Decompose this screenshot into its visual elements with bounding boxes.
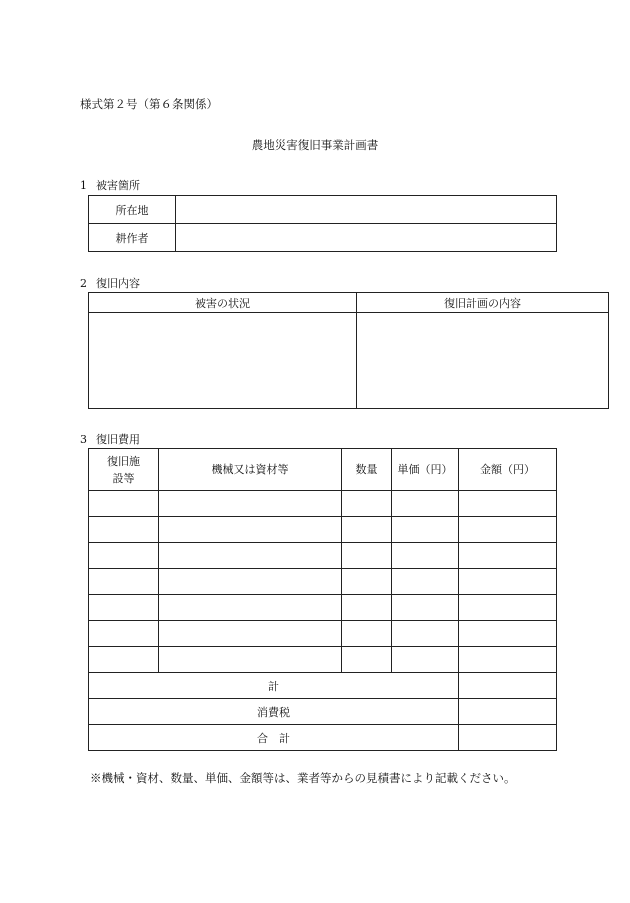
- table-header-row: [89, 449, 557, 491]
- quantity-cell[interactable]: [342, 595, 392, 621]
- amount-cell[interactable]: [459, 517, 557, 543]
- unit-price-cell[interactable]: [392, 595, 459, 621]
- section3-heading: [80, 431, 140, 447]
- total-row: [89, 725, 557, 751]
- section2-heading: [80, 275, 140, 291]
- quantity-cell[interactable]: [342, 569, 392, 595]
- facility-cell[interactable]: [89, 647, 159, 673]
- restoration-plan-field[interactable]: [357, 313, 609, 409]
- footnote: ※機械・資材、数量、単価、金額等は、業者等からの見積書により記載ください。: [90, 771, 516, 785]
- table-row: [89, 224, 557, 252]
- cultivator-field[interactable]: [176, 224, 557, 252]
- machine-material-cell[interactable]: [159, 517, 342, 543]
- restoration-content-table: [88, 292, 609, 409]
- unit-price-cell[interactable]: [392, 647, 459, 673]
- amount-cell[interactable]: [459, 491, 557, 517]
- unit-price-cell[interactable]: [392, 621, 459, 647]
- machine-material-cell[interactable]: [159, 569, 342, 595]
- tax-amount-field[interactable]: [459, 699, 557, 725]
- total-amount-field[interactable]: [459, 725, 557, 751]
- unit-price-cell[interactable]: [392, 491, 459, 517]
- table-row: [89, 647, 557, 673]
- facility-cell[interactable]: [89, 569, 159, 595]
- location-field[interactable]: [176, 196, 557, 224]
- subtotal-row: [89, 673, 557, 699]
- tax-label: 消費税: [89, 699, 459, 725]
- table-row: [89, 569, 557, 595]
- tax-row: [89, 699, 557, 725]
- section2-title: 復旧内容: [96, 277, 140, 290]
- machine-material-cell[interactable]: [159, 621, 342, 647]
- section1-number: 1: [80, 179, 87, 192]
- quantity-cell[interactable]: [342, 647, 392, 673]
- quantity-cell[interactable]: [342, 517, 392, 543]
- location-label: 所在地: [89, 196, 176, 224]
- table-row: [89, 517, 557, 543]
- quantity-header: 数量: [342, 449, 392, 491]
- machine-material-cell[interactable]: [159, 595, 342, 621]
- cost-table-body: [89, 491, 557, 673]
- total-label: 合 計: [89, 725, 459, 751]
- damage-status-field[interactable]: [89, 313, 357, 409]
- cultivator-label: 耕作者: [89, 224, 176, 252]
- damage-location-table: [88, 195, 557, 252]
- facility-header: [89, 449, 159, 491]
- unit-price-cell[interactable]: [392, 543, 459, 569]
- machine-material-cell[interactable]: [159, 543, 342, 569]
- subtotal-label: 計: [89, 673, 459, 699]
- restoration-plan-header: 復旧計画の内容: [357, 293, 609, 313]
- table-header-row: [89, 293, 609, 313]
- amount-cell[interactable]: [459, 621, 557, 647]
- facility-cell[interactable]: [89, 543, 159, 569]
- machine-material-header: 機械又は資材等: [159, 449, 342, 491]
- facility-cell[interactable]: [89, 491, 159, 517]
- table-row: [89, 543, 557, 569]
- restoration-cost-table: [88, 448, 557, 751]
- machine-material-cell[interactable]: [159, 491, 342, 517]
- section3-title: 復旧費用: [96, 433, 140, 446]
- facility-cell[interactable]: [89, 621, 159, 647]
- table-row: [89, 621, 557, 647]
- section1-heading: [80, 177, 140, 193]
- machine-material-cell[interactable]: [159, 647, 342, 673]
- unit-price-cell[interactable]: [392, 517, 459, 543]
- unit-price-cell[interactable]: [392, 569, 459, 595]
- table-row: [89, 313, 609, 409]
- section2-number: 2: [80, 277, 87, 290]
- amount-header: 金額（円）: [459, 449, 557, 491]
- facility-cell[interactable]: [89, 595, 159, 621]
- table-row: [89, 196, 557, 224]
- section1-title: 被害箇所: [96, 179, 140, 192]
- quantity-cell[interactable]: [342, 491, 392, 517]
- amount-cell[interactable]: [459, 569, 557, 595]
- document-title: 農地災害復旧事業計画書: [251, 138, 379, 152]
- amount-cell[interactable]: [459, 647, 557, 673]
- facility-header-text: 復旧施設等: [107, 454, 140, 485]
- damage-status-header: 被害の状況: [89, 293, 357, 313]
- section3-number: 3: [80, 433, 87, 446]
- form-number: 様式第２号（第６条関係）: [80, 97, 218, 111]
- quantity-cell[interactable]: [342, 543, 392, 569]
- table-row: [89, 595, 557, 621]
- unit-price-header: 単価（円）: [392, 449, 459, 491]
- subtotal-amount-field[interactable]: [459, 673, 557, 699]
- amount-cell[interactable]: [459, 595, 557, 621]
- quantity-cell[interactable]: [342, 621, 392, 647]
- table-row: [89, 491, 557, 517]
- facility-cell[interactable]: [89, 517, 159, 543]
- amount-cell[interactable]: [459, 543, 557, 569]
